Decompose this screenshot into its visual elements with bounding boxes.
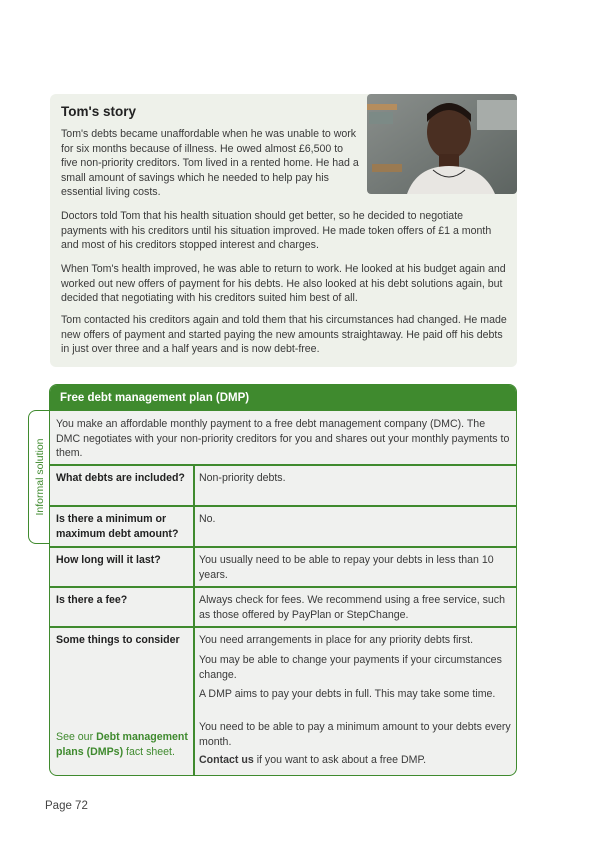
story-paragraph-1: Tom's debts became unaffordable when he was unable to work for six months because of illness. He owed almost £6,500 to five non-priority creditors. Tom lived in a rented home. He had a small amount of savings which he needed to help pay his essential living costs. — [61, 128, 359, 199]
tom-photo — [367, 94, 517, 194]
story-box — [50, 94, 517, 367]
row-value-duration: You usually need to be able to repay your debts in less than 10 years. — [199, 554, 494, 581]
row-label-debts-included: What debts are included? — [56, 472, 185, 484]
factsheet-link[interactable]: Debt management plans (DMPs) — [56, 731, 188, 758]
dmp-intro: You make an affordable monthly payment to a free debt management company (DMC). The DMC negotiates with your non-priority creditors for you and shares out your monthly payments to them. — [56, 418, 510, 460]
dmp-header: Free debt management plan (DMP) — [50, 385, 516, 411]
row-divider — [50, 464, 516, 466]
row-label-fee: Is there a fee? — [56, 594, 128, 606]
column-divider — [193, 464, 195, 775]
consider-item-2: You may be able to change your payments if your circumstances change. — [199, 654, 502, 681]
row-label-duration: How long will it last? — [56, 554, 161, 566]
story-paragraph-2: Doctors told Tom that his health situation should get better, so he decided to negotiate payments with his creditors until his situation improved. He made token offers of £1 a month and most of his creditors stopped interest and charges. — [61, 210, 492, 252]
row-label-consider: Some things to consider — [56, 634, 180, 646]
row-value-debts-included: Non-priority debts. — [199, 472, 286, 484]
factsheet-prefix: See our — [56, 731, 97, 743]
factsheet-suffix: fact sheet. — [123, 745, 175, 758]
person-photo-illustration — [367, 94, 517, 194]
page-number: Page 72 — [45, 800, 88, 812]
side-tab-label: Informal solution — [34, 438, 46, 516]
consider-item-4: You need to be able to pay a minimum amount to your debts every month. — [199, 721, 511, 748]
row-divider — [50, 626, 516, 628]
consider-item-3: A DMP aims to pay your debts in full. This may take some time. — [199, 688, 496, 700]
factsheet-note — [56, 730, 188, 759]
dmp-table — [49, 384, 517, 776]
row-label-min-max: Is there a minimum or maximum debt amount? — [56, 513, 179, 540]
story-paragraph-3: When Tom's health improved, he was able to return to work. He looked at his budget again and worked out new offers of payment for his debts. He also looked at his debt solutions again, but decided that negotiating with his creditors suited him best of all. — [61, 263, 506, 305]
row-divider — [50, 586, 516, 588]
row-value-min-max: No. — [199, 513, 216, 525]
row-value-fee: Always check for fees. We recommend using a free service, such as those offered by PayPlan or StepChange. — [199, 594, 505, 621]
story-paragraph-4: Tom contacted his creditors again and told them that his circumstances had changed. He made new offers of payment and started paying the new amounts straightaway. He paid off his debts in just over three and a half years and is now debt-free. — [61, 314, 507, 356]
contact-text: if you want to ask about a free DMP. — [253, 754, 427, 766]
consider-item-1: You need arrangements in place for any priority debts first. — [199, 634, 474, 646]
consider-contact — [199, 753, 511, 768]
row-divider — [50, 546, 516, 548]
row-divider — [50, 505, 516, 507]
contact-us-link[interactable]: Contact us — [199, 754, 254, 766]
story-title: Tom's story — [61, 104, 136, 119]
